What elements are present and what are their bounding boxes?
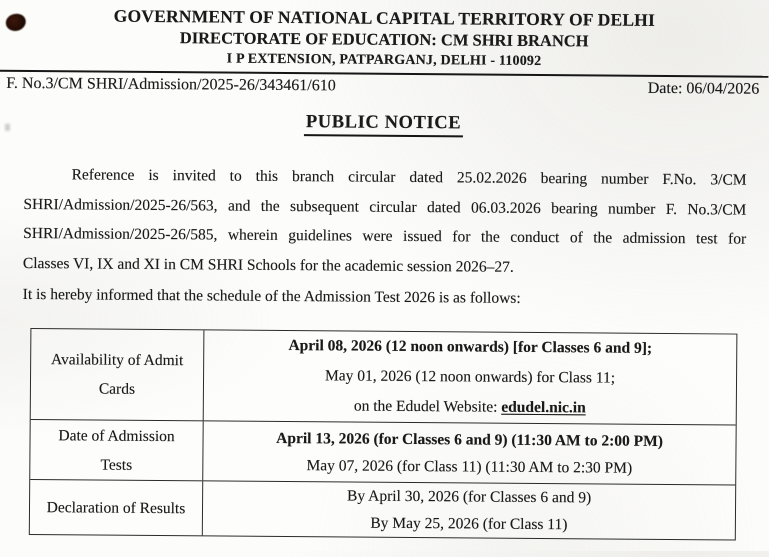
row-detail-test-dates (203, 421, 735, 484)
row-label-admit-cards (31, 329, 205, 420)
edudel-website-link: edudel.nic.in (501, 398, 586, 417)
detail-line: April 08, 2026 (12 noon onwards) [for Classes 6 and 9]; (288, 337, 653, 357)
row-label-test-dates (30, 420, 203, 480)
paragraph-line: SHRI/Admission/2025-26/563, and the subsequent circular dated 06.03.2026 bearing number F. No.3/CM (23, 195, 747, 219)
schedule-table (29, 328, 738, 541)
reference-paragraph (23, 160, 747, 284)
letterhead (0, 5, 769, 72)
label-line: Declaration of Results (46, 498, 186, 517)
website-prefix: on the Edudel Website: (353, 397, 502, 416)
detail-line (354, 392, 586, 424)
label-line: Tests (100, 456, 133, 474)
detail-line: May 07, 2026 (for Class 11) (11:30 AM to 2:30 PM) (306, 456, 633, 477)
detail-line: By May 25, 2026 (for Class 11) (370, 514, 568, 534)
file-number: F. No.3/CM SHRI/Admission/2025-26/343461/610 (6, 74, 336, 95)
row-detail-results (203, 481, 735, 539)
table-row-admit-cards (31, 329, 737, 425)
notice-date: Date: 06/04/2026 (647, 79, 760, 98)
row-label-results (30, 480, 203, 535)
detail-line: By April 30, 2026 (for Classes 6 and 9) (346, 487, 592, 507)
paragraph-line: SHRI/Admission/2025-26/585, wherein guidelines were issued for the conduct of the admission test for (23, 224, 747, 248)
row-detail-admit-cards (204, 330, 737, 424)
reference-row (6, 75, 759, 99)
schedule-intro: It is hereby informed that the schedule of the Admission Test 2026 is as follows: (22, 285, 521, 307)
address-line: I P EXTENSION, PATPARGANJ, DELHI - 110092 (226, 51, 542, 70)
label-line: Date of Admission (58, 426, 175, 445)
detail-line: April 13, 2026 (for Classes 6 and 9) (11:30 AM to 2:00 PM) (276, 429, 663, 450)
detail-line: May 01, 2026 (12 noon onwards) for Class 11; (324, 367, 616, 387)
paragraph-line: Reference is invited to this branch circular dated 25.02.2026 bearing number F.No. 3/CM (71, 166, 747, 189)
government-title: GOVERNMENT OF NATIONAL CAPITAL TERRITORY OF DELHI (113, 5, 656, 30)
table-row-results (30, 479, 735, 540)
label-line: Availability of Admit (50, 351, 184, 370)
page-title: PUBLIC NOTICE (304, 112, 463, 137)
label-line: Cards (98, 380, 136, 398)
directorate-title: DIRECTORATE OF EDUCATION: CM SHRI BRANCH (179, 28, 589, 51)
paragraph-line: Classes VI, IX and XI in CM SHRI Schools for the academic session 2026–27. (22, 254, 514, 276)
title-container (0, 110, 768, 140)
table-row-test-dates (30, 419, 735, 485)
